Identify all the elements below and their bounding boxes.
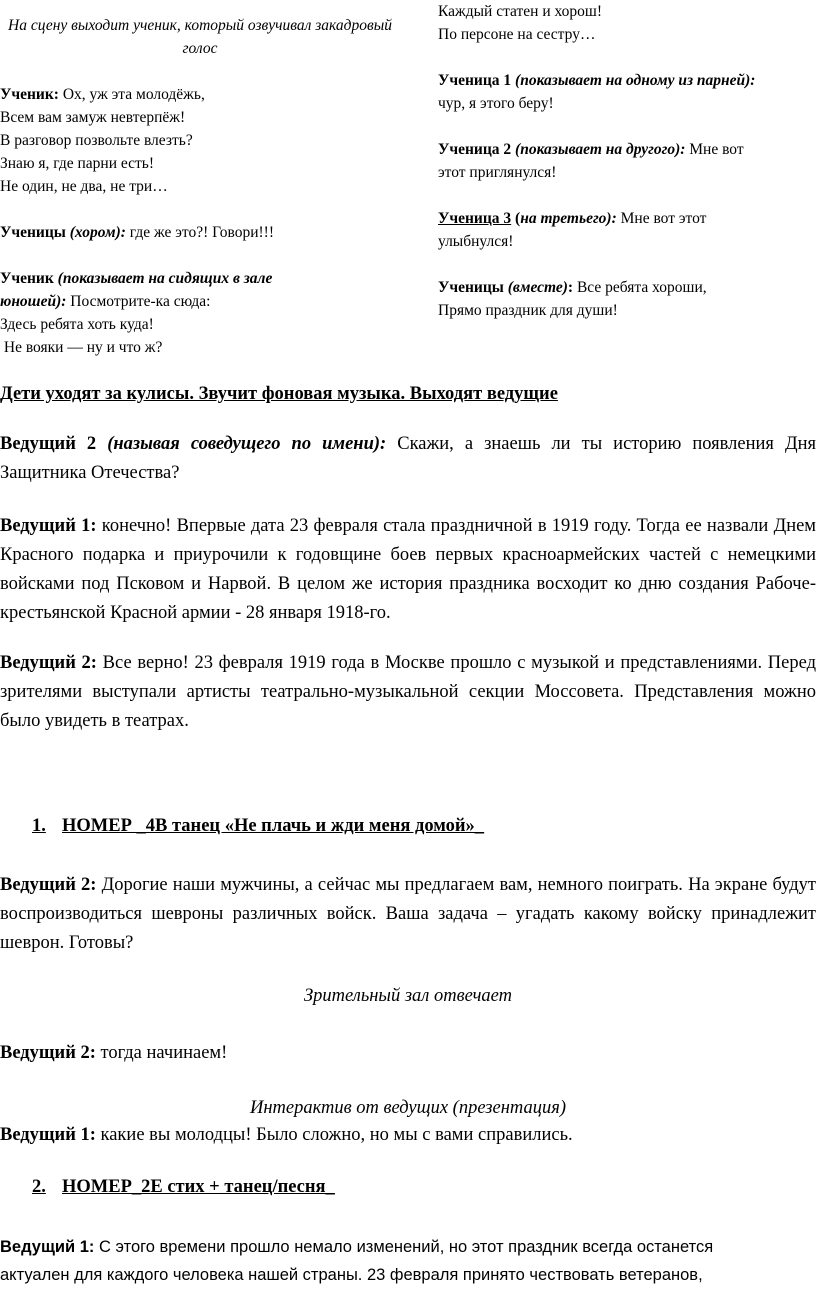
paragraph-line	[0, 1233, 816, 1261]
left-column	[0, 14, 400, 359]
speaker-label: Ученица 2	[438, 141, 512, 158]
speaker-label: Ведущий 1:	[0, 516, 97, 536]
dialogue-line: улыбнулся!	[438, 233, 514, 250]
dialogue-line: В разговор позвольте влезть?	[0, 132, 193, 149]
dialogue-block	[0, 83, 400, 198]
paragraph	[0, 871, 816, 958]
dialogue-line: Всем вам замуж невтерпёж!	[0, 109, 186, 126]
dialogue-block	[438, 0, 816, 46]
stage-direction: (вместе)	[507, 279, 568, 296]
dialogue-line: чур, я этого беру!	[438, 95, 554, 112]
item-title: НОМЕР_2Е стих + танец/песня_	[62, 1177, 335, 1197]
dialogue-line: Не вояки — ну и что ж?	[0, 339, 163, 356]
stage-direction: (показывает на сидящих в зале	[57, 270, 273, 287]
program-item-heading	[32, 1177, 335, 1198]
stage-direction: на третьего):	[520, 210, 617, 227]
paragraph	[0, 1233, 816, 1289]
stage-note: На сцену выходит ученик, который озвучивал закадровый голос	[8, 17, 392, 57]
speaker-label: Ученица 3	[438, 210, 512, 227]
speaker-label: Ведущий 1:	[0, 1125, 96, 1145]
dialogue-line: Мне вот	[689, 141, 744, 158]
stage-note: Интерактив от ведущих (презентация)	[249, 1098, 566, 1118]
right-column	[438, 0, 816, 322]
dialogue-line: Здесь ребята хоть куда!	[0, 316, 154, 333]
program-item-heading	[32, 816, 484, 837]
speaker-label: Ведущий 1:	[0, 1238, 95, 1256]
paragraph	[0, 1121, 816, 1150]
item-number: 1.	[32, 816, 46, 836]
dialogue-line: Все ребята хороши,	[576, 279, 707, 296]
dialogue-line: этот приглянулся!	[438, 164, 557, 181]
speaker-label: Ученицы	[0, 224, 66, 241]
stage-note: Зрительный зал отвечает	[303, 986, 512, 1006]
dialogue-block	[438, 207, 816, 253]
paragraph	[0, 1039, 816, 1068]
dialogue-line: где же это?! Говори!!!	[129, 224, 274, 241]
dialogue-block	[0, 267, 400, 359]
stage-direction: (показывает на одному из парней):	[515, 72, 756, 89]
paragraph-line: актуален для каждого человека нашей страны. 23 февраля принято чествовать ветеранов,	[0, 1266, 703, 1284]
paragraph-text: Дорогие наши мужчины, а сейчас мы предлагаем вам, немного поиграть. На экране будут воспроизводиться шевроны различных войск. Ваша задача – угадать какому войску принадлежит шеврон. Готовы?	[0, 875, 816, 953]
item-title: НОМЕР _4В танец «Не плачь и жди меня домой»_	[62, 816, 485, 836]
dialogue-line: Не один, не два, не три…	[0, 178, 168, 195]
speaker-label: Ведущий 2:	[0, 653, 97, 673]
dialogue-line: Знаю я, где парни есть!	[0, 155, 155, 172]
dialogue-block	[438, 138, 816, 184]
dialogue-line: Каждый статен и хорош!	[438, 3, 603, 20]
paragraph	[0, 649, 816, 736]
speaker-colon: :	[567, 279, 574, 296]
dialogue-line: Мне вот этот	[620, 210, 707, 227]
dialogue-line: Ох, уж эта молодёжь,	[62, 86, 205, 103]
paragraph	[0, 430, 816, 488]
scene-heading: Дети уходят за кулисы. Звучит фоновая музыка. Выходят ведущие	[0, 384, 558, 404]
dialogue-block	[438, 69, 816, 115]
paragraph-text: Скажи, а знаешь ли ты историю появления Дня Защитника Отечества?	[0, 434, 816, 483]
paragraph-text: С этого времени прошло немало изменений, но этот праздник всегда останется	[99, 1238, 714, 1256]
dialogue-line: По персоне на сестру…	[438, 26, 596, 43]
speaker-label: Ученицы	[438, 279, 504, 296]
paragraph	[0, 512, 816, 628]
dialogue-block	[0, 221, 400, 244]
paragraph-text: Все верно! 23 февраля 1919 года в Москве прошло с музыкой и представлениями. Перед зрителями выступали артисты театрально-музыкальной секции Моссовета. Представления можно было увидеть в театрах.	[0, 653, 816, 731]
speaker-label: Ученица 1	[438, 72, 512, 89]
dialogue-block	[438, 276, 816, 322]
dialogue-line: Посмотрите-ка сюда:	[70, 293, 211, 310]
paragraph-text: тогда начинаем!	[100, 1043, 228, 1063]
speaker-label: Ведущий 2	[0, 434, 97, 454]
speaker-label: Ведущий 2:	[0, 875, 97, 895]
stage-direction-open: (	[515, 210, 521, 227]
speaker-label: Ведущий 2:	[0, 1043, 96, 1063]
paragraph-text: какие вы молодцы! Было сложно, но мы с вами справились.	[100, 1125, 573, 1145]
speaker-label: Ученик	[0, 270, 54, 287]
stage-direction: (показывает на другого):	[515, 141, 686, 158]
speaker-label: Ученик:	[0, 86, 59, 103]
dialogue-line: Прямо праздник для души!	[438, 302, 618, 319]
item-number: 2.	[32, 1177, 46, 1197]
stage-direction: (называя соведущего по имени):	[107, 434, 387, 454]
stage-direction: (хором):	[69, 224, 126, 241]
paragraph-text: конечно! Впервые дата 23 февраля стала праздничной в 1919 году. Тогда ее назвали Днем Красного подарка и приурочили к годовщине боев первых красноармейских частей с немецкими войсками под Псковом и Нарвой. В целом же история праздника восходит ко дню создания Рабоче-крестьянской Красной армии - 28 января 1918-го.	[0, 516, 816, 623]
stage-direction: юношей):	[0, 293, 67, 310]
